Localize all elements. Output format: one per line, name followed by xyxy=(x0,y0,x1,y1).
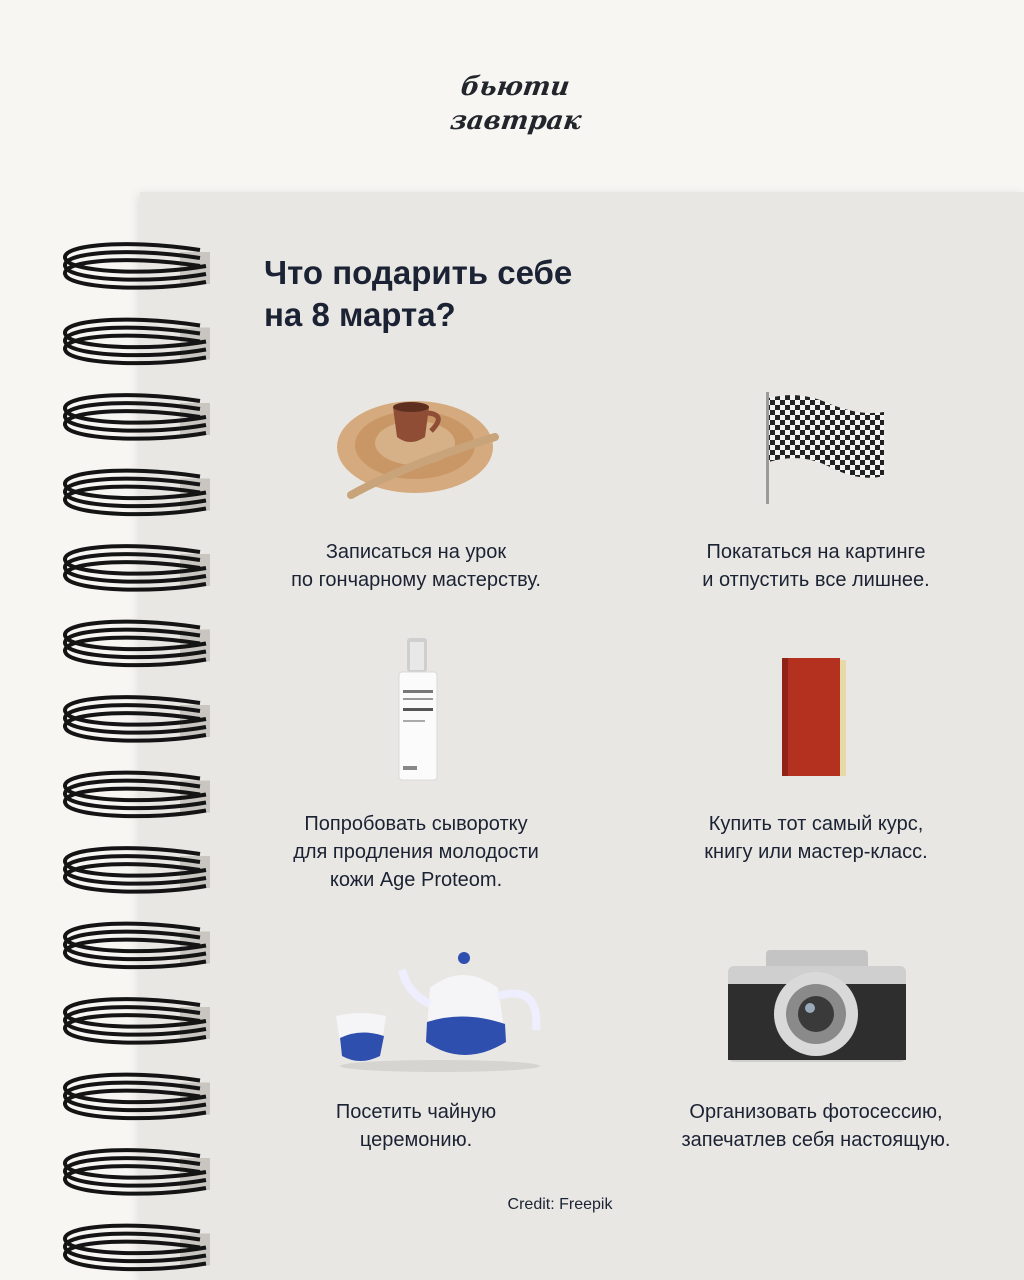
caption-serum xyxy=(236,810,596,894)
binding-ring xyxy=(65,1150,210,1194)
caption-line: для продления молодости xyxy=(293,841,539,863)
binding-ring xyxy=(65,773,210,817)
checkered-flag-icon xyxy=(760,390,890,506)
page-title-line-2: на 8 марта? xyxy=(264,296,456,333)
binding-ring xyxy=(65,395,210,439)
pottery-wheel-icon xyxy=(335,385,505,505)
book-icon xyxy=(780,656,854,780)
caption-line: и отпустить все лишнее. xyxy=(702,569,930,591)
caption-karting xyxy=(636,538,996,594)
binding-ring xyxy=(65,546,210,590)
teapot-icon xyxy=(330,944,544,1072)
caption-photoshoot xyxy=(636,1098,996,1154)
binding-ring xyxy=(65,1075,210,1119)
caption-line: запечатлев себя настоящую. xyxy=(681,1129,951,1151)
caption-line: Посетить чайную xyxy=(335,1101,497,1123)
binding-ring xyxy=(65,471,210,515)
page-title xyxy=(264,252,684,336)
serum-bottle-icon xyxy=(395,636,441,782)
page-title-line-1: Что подарить себе xyxy=(264,254,573,291)
binding-ring xyxy=(65,848,210,892)
caption-line: Организовать фотосессию, xyxy=(689,1101,943,1123)
binding-ring xyxy=(65,622,210,666)
caption-line: Записаться на урок xyxy=(325,541,507,563)
caption-line: церемонию. xyxy=(359,1129,473,1151)
spiral-binding xyxy=(0,0,230,1280)
binding-ring xyxy=(65,999,210,1043)
beauty-breakfast-logo xyxy=(446,70,584,150)
caption-line: книгу или мастер-класс. xyxy=(704,841,928,863)
caption-line: Купить тот самый курс, xyxy=(708,813,924,835)
caption-tea xyxy=(236,1098,596,1154)
binding-ring xyxy=(65,244,210,288)
caption-line: Покататься на картинге xyxy=(706,541,926,563)
caption-pottery xyxy=(236,538,596,594)
caption-book xyxy=(636,810,996,866)
binding-ring xyxy=(65,924,210,968)
logo-line-2: завтрак xyxy=(448,106,584,136)
camera-icon xyxy=(724,944,910,1068)
binding-ring xyxy=(65,697,210,741)
binding-ring xyxy=(65,1226,210,1270)
credit-text: Credit: Freepik xyxy=(507,1196,613,1213)
logo-line-1: бьюти xyxy=(458,72,572,102)
caption-line: по гончарному мастерству. xyxy=(291,569,541,591)
binding-ring xyxy=(65,320,210,364)
caption-line: Попробовать сыворотку xyxy=(304,813,528,835)
caption-line: кожи Age Proteom. xyxy=(329,869,503,891)
